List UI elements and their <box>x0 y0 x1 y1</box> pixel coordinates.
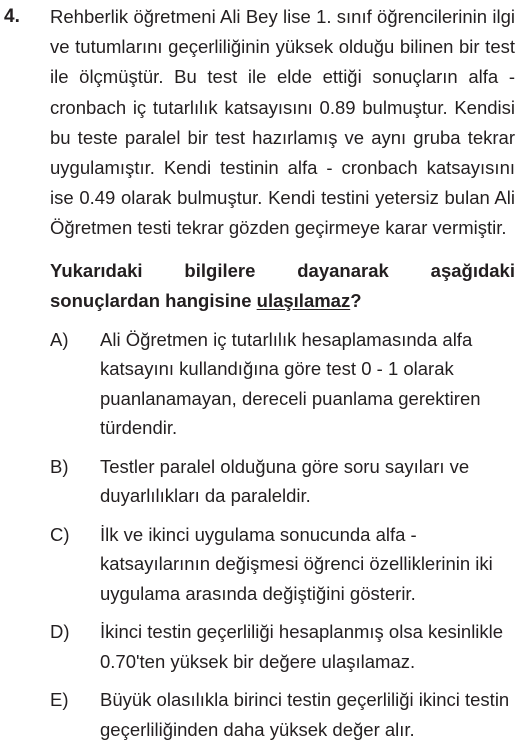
question-number: 4. <box>4 6 20 27</box>
option-b[interactable] <box>50 452 515 511</box>
option-a[interactable] <box>50 325 515 443</box>
option-text: Ali Öğretmen iç tutarlılık hesaplamasında alfa katsayını kullandığına göre test 0 - 1 olarak puanlanamayan, dereceli puanlama gerektiren türdendir. <box>100 328 481 439</box>
answer-options <box>50 325 515 745</box>
option-text: İkinci testin geçerliliği hesaplanmış olsa kesinlikle 0.70'ten yüksek bir değere ulaşılamaz. <box>100 621 504 672</box>
question-header <box>4 2 515 244</box>
option-letter: C) <box>50 523 70 545</box>
question-prompt <box>50 256 515 316</box>
option-letter: D) <box>50 621 70 643</box>
question-stem: Rehberlik öğretmeni Ali Bey lise 1. sınıf öğrencilerinin ilgi ve tutumlarını geçerliliğinin yüksek olduğu bilinen bir test ile ölçmüştür. Bu test ile elde ettiği sonuçların alfa - cronbach iç tutarlılık katsayısını 0.89 bulmuştur. Kendisi bu teste paralel bir test hazırlamış ve aynı gruba tekrar uygulamıştır. Kendi testinin alfa - cronbach katsayısını ise 0.49 olarak bulmuştur. Kendi testini yetersiz bulan Ali Öğretmen testi tekrar gözden geçirmeye karar vermiştir. <box>50 6 515 239</box>
prompt-underlined-word: ulaşılamaz <box>256 289 351 311</box>
prompt-question-mark: ? <box>350 289 362 311</box>
option-letter: B) <box>50 455 69 477</box>
option-d[interactable] <box>50 617 515 676</box>
option-letter: E) <box>50 689 69 711</box>
option-c[interactable] <box>50 520 515 609</box>
option-text: Büyük olasılıkla birinci testin geçerliliği ikinci testin geçerliliğinden daha yüksek değer alır. <box>100 689 510 740</box>
option-letter: A) <box>50 328 69 350</box>
question-block <box>4 2 515 753</box>
option-text: Testler paralel olduğuna göre soru sayıları ve duyarlılıkları da paraleldir. <box>100 455 470 507</box>
prompt-text: Yukarıdaki bilgilere dayanarak aşağıdaki sonuçlardan hangisine <box>50 259 515 311</box>
option-text: İlk ve ikinci uygulama sonucunda alfa - katsayılarının değişmesi öğrenci özelliklerinin iki uygulama arasında değiştiğini gösterir. <box>100 523 493 604</box>
option-e[interactable] <box>50 685 515 744</box>
